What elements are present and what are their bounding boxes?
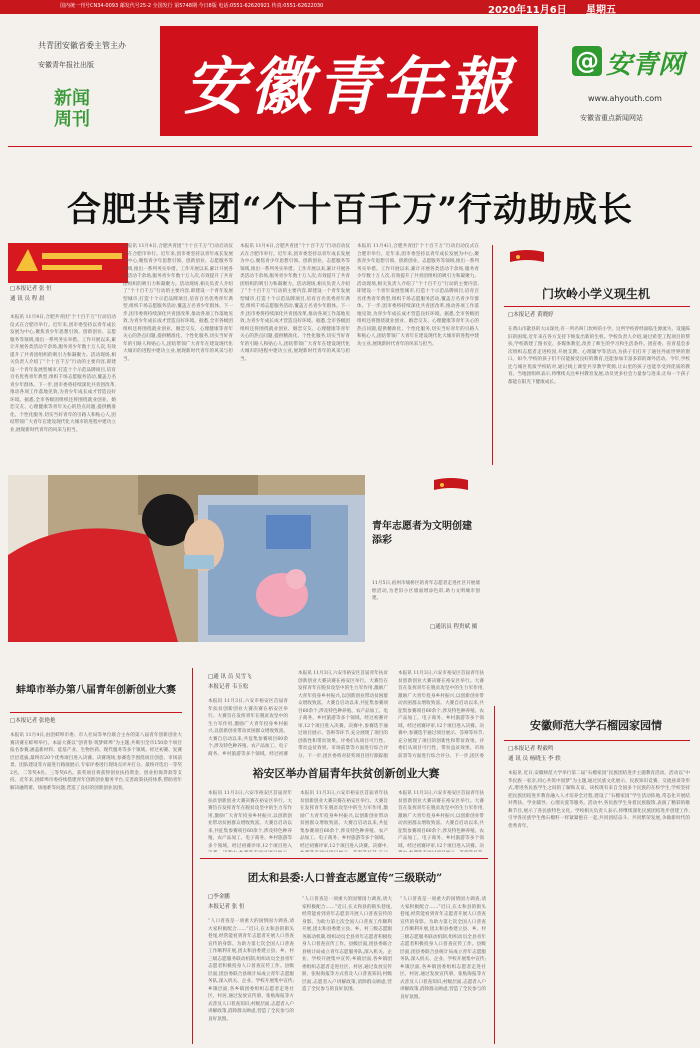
left-mid-byline: □本报记者 张艳艳 [10,718,56,724]
mid-title: 裕安区举办首届青年扶贫创新创业大赛 [252,767,440,780]
flag-icon [434,478,468,492]
bottom-mid-body-col1: “人口普查是一项重大的国情国力调查,请大家积极配合……”近日,在太和县的街头巷尾,经常能看到青年志愿者开展人口普查宣传的身影。为助力第七次全国人口普查工作顺利开展,团太和县委建立县、乡、村三级志愿服务联动机制,组织动员全县青年志愿者积极投身人口普查宣传工作。县级层面,团县委联合县统计局成立青年志愿服务队,深入机关、企业、学校开展集中宣传;乡镇层面,各乡镇团委组织志愿者走进社区、村居,通过发放宣传册、张贴海报等方式普及人口普查知识;村级层面,志愿者入户讲解政策,消除群众顾虑,营造了全民参与的良好氛围。 [208,919,294,1022]
right-bottom-divider [504,740,690,741]
site-note: 安徽省重点新闻网站 [580,114,643,122]
issue-weekday: 星期五 [586,5,616,16]
column-divider [494,706,495,1044]
issue-info: 国内统一刊号CN34-0093 邮发代号25-2 全国发行 第5748期 今日8版 电话:0551-62620921 传真:0551-62622030 [60,3,324,9]
lead-byline-2: 通 讯 员 程 晨 [10,296,45,302]
at-logo-icon: @ [572,46,602,76]
publisher-text: 安徽青年报社出版 [38,61,94,69]
lead-body-col3: 本报讯 11月4日,合肥共青团“个十百千万”行动启动仪式在合肥市举行。近年来,团市委坚持以青年成长发展为中心,聚焦青少年思想引领、创新创业、志愿服务等领域,推出一系列务实举措。工作开展以来,累计开展各类活动千余场,服务青少年数十万人次,有效提升了共青团组织的吸引力和凝聚力。活动现场,相关负责人介绍了“个十百千万”行动的主要内容,即建设一个青年发展型城市,打造十个示范品牌项目,培育百名优秀青年典型,组织千场志愿服务活动,覆盖万名青少年群体。下一步,团市委将持续深化共青团改革,推动各项工作落地见效,为青少年成长成才营造良好环境。据悉,全市各级团组织还将围绕就业创业、婚恋交友、心理健康等青年关心的热点问题,提供精准化、个性化服务,切实当好青年的引路人和贴心人,团结带领广大青年在建设现代化大城市的进程中建功立业,展现新时代青年的风采与担当。 [240,244,350,362]
mid-body-col3: 本报讯 11月3日,六安市裕安区首届青年扶贫创新创业大赛决赛在裕安区举行。大赛旨在发挥青年在脱贫攻坚中的生力军作用,激励广大青年投身乡村振兴,以创新创业带动贫困群众增收致富。大赛自启动以来,共征集参赛项目60余个,涉及特色种养殖、农产品加工、电子商务、乡村旅游等多个领域。经过初赛评审,12个项目进入决赛。决赛中,参赛选手通过项目展示、答辩等环节,充分展现了项目的创新性和带贫效果。评委们从项目可行性、带贫益贫效果、市场前景等方面进行综合评分。下一步,团区委 [398,671,484,759]
mid-body-col6: 本报讯 11月3日,六安市裕安区首届青年扶贫创新创业大赛决赛在裕安区举行。大赛旨在发挥青年在脱贫攻坚中的生力军作用,激励广大青年投身乡村振兴,以创新创业带动贫困群众增收致富。大赛自启动以来,共征集参赛项目60余个,涉及特色种养殖、农产品加工、电子商务、乡村旅游等多个领域。经过初赛评审,12个项目进入决赛。决 [398,791,484,849]
right-top-byline: □本报记者 黄晓婷 [508,312,554,318]
bottom-mid-body-col3: “人口普查是一项重大的国情国力调查,请大家积极配合……”近日,在太和县的街头巷尾,经常能看到青年志愿者开展人口普查宣传的身影。为助力第七次全国人口普查工作顺利开展,团太和县委建立县、乡、村三级志愿服务联动机制,组织动员全县青年志愿者积极投身人口普查宣传工作。县级层面,团县委联合县统计局成立青年志愿服务队,深入机关、企业、学校开展集中宣传;乡镇层面,各乡镇团委组织志愿者走进社区、村居,通过发放宣传册、张贴海报等方式普及人口普查知识;村级层面,志愿者入户讲解政策,消除群众顾虑,营造了全民参与的良好氛围。 [400,897,486,1000]
column-divider [192,668,193,1044]
mid-body-col4: 本报讯 11月3日,六安市裕安区首届青年扶贫创新创业大赛决赛在裕安区举行。大赛旨在发挥青年在脱贫攻坚中的生力军作用,激励广大青年投身乡村振兴,以创新创业带动贫困群众增收致富。大赛自启动以来,共征集参赛项目60余个,涉及特色种养殖、农产品加工、电子商务、乡村旅游等多个领域。经过初赛评审,12个项目进入 [208,791,292,849]
edition-label: 新闻周刊 [54,88,90,130]
lead-body-col1: 本报讯 11月4日,合肥共青团“个十百千万”行动启动仪式在合肥市举行。近年来,团市委坚持以青年成长发展为中心,聚焦青少年思想引领、创新创业、志愿服务等领域,推出一系列务实举措。工作开展以来,累计开展各类活动千余场,服务青少年数十万人次,有效提升了共青团组织的吸引力和凝聚力。活动现场,相关负责人介绍了“个十百千万”行动的主要内容,即建设一个青年发展型城市,打造十个示范品牌项目,培育百名优秀青年典型,组织千场志愿服务活动,覆盖万名青少年群体。下一步,团市委将持续深化共青团改革,推动各项工作落地见效,为青少年成长成才营造良好环境。据悉,全市各级团组织还将围绕就业创业、婚恋交友、心理健康等青年关心的热点问题,提供精准化、个性化服务,切实当好青年的引路人和贴心人,团结带领广大青年在建设现代化大城市的进程中建功立业,展现新时代青年的风采与担当。 [10,315,116,433]
left-mid-body: 本报讯 11月4日,由团蚌埠市委、市人社局等单位联合主办的第八届青年创新创业大赛决赛在蚌埠举行。本届大赛以“创青春·筑梦蚌埠”为主题,共吸引全市150余个项目报名参赛,涵盖新材料、硅基产业、生物医药、现代服务等多个领域。经过初赛、复赛层层选拔,最终有20个优秀项目进入决赛。决赛现场,参赛选手围绕项目创意、市场前景、团队建设等方面进行路演展示,专家评委进行现场点评并打分。最终评选出一等奖2名、二等奖4名、三等奖6名。获奖项目将获得创业扶持资金、创业担保贷款等支持。近年来,团蚌埠市委持续搭建青年创新创业服务平台,完善政策扶持体系,帮助青年解决融资难、场地难等问题,营造了良好的创新创业氛围。 [10,733,182,791]
mid-byline-1: □通 讯 员 吴雪飞 [208,674,252,680]
mid-body-col5: 本报讯 11月3日,六安市裕安区首届青年扶贫创新创业大赛决赛在裕安区举行。大赛旨在发挥青年在脱贫攻坚中的生力军作用,激励广大青年投身乡村振兴,以创新创业带动贫困群众增收致富。大赛自启动以来,共征集参赛项目60余个,涉及特色种养殖、农产品加工、电子商务、乡村旅游等多个领域。经过初赛评审,12个项目进入决赛。决赛中, [300,791,388,849]
left-mid-divider [10,712,182,713]
mid-byline-2: 本报记者 韦玉松 [208,684,249,690]
site-logo: 安青网 [606,50,685,80]
right-bottom-title: 安徽师范大学石榴园家园情 [530,719,662,732]
right-top-body: 在黄山市歙县的大山深处,有一所名叫门坎岭的小学。这所学校曾经面临生源流失、设施陈旧的困境,近年来在各方支持下焕发出新的生机。学校负责人介绍,通过希望工程项目的帮扶,学校新建了图书室、多媒体教室,改善了师生的学习和生活条件。团省委、省青基会多次组织志愿者走进校园,开展支教、心理辅导等活动,为孩子们打开了通往外面世界的窗口。如今,学校的孩子们不仅能接受良好的教育,还能参加丰富多彩的课外活动。今年,学校还与城区优质学校结对,通过线上课堂共享教学资源,让山里的孩子也能享受到优质的教育。当地团组织表示,将继续关注乡村教育发展,动员更多社会力量参与进来,让每一个孩子都能在阳光下健康成长。 [508,327,690,385]
right-bottom-byline-1: □本报记者 程毅鸣 [508,746,554,752]
right-top-title: 门坎岭小学义现生机 [541,287,650,301]
lead-body-col4: 本报讯 11月4日,合肥共青团“个十百千万”行动启动仪式在合肥市举行。近年来,团市委坚持以青年成长发展为中心,聚焦青少年思想引领、创新创业、志愿服务等领域,推出一系列务实举措。工作开展以来,累计开展各类活动千余场,服务青少年数十万人次,有效提升了共青团组织的吸引力和凝聚力。活动现场,相关负责人介绍了“个十百千万”行动的主要内容,即建设一个青年发展型城市,打造十个示范品牌项目,培育百名优秀青年典型,组织千场志愿服务活动,覆盖万名青少年群体。下一步,团市委将持续深化共青团改革,推动各项工作落地见效,为青少年成长成才营造良好环境。据悉,全市各级团组织还将围绕就业创业、婚恋交友、心理健康等青年关心的热点问题,提供精准化、个性化服务,切实当好青年的引路人和贴心人,团结带领广大青年在建设现代化大城市的进程中建功立业,展现新时代青年的风采与担当。 [357,244,479,347]
issue-date: 2020年11月6日 [488,5,567,16]
lead-byline-1: □本报记者 张 恒 [10,286,52,292]
mid-body-col1: 本报讯 11月3日,六安市裕安区首届青年扶贫创新创业大赛决赛在裕安区举行。大赛旨在发挥青年在脱贫攻坚中的生力军作用,激励广大青年投身乡村振兴,以创新创业带动贫困群众增收致富。大赛自启动以来,共征集参赛项目60余个,涉及特色种养殖、农产品加工、电子商务、乡村旅游等多个领域。经过初赛 [208,699,288,757]
column-divider [492,245,493,465]
right-bottom-byline-2: 通 讯 员 杨晓玉 李 轶 [508,756,561,762]
bottom-mid-body-col2: “人口普查是一项重大的国情国力调查,请大家积极配合……”近日,在太和县的街头巷尾,经常能看到青年志愿者开展人口普查宣传的身影。为助力第七次全国人口普查工作顺利开展,团太和县委建立县、乡、村三级志愿服务联动机制,组织动员全县青年志愿者积极投身人口普查宣传工作。县级层面,团县委联合县统计局成立青年志愿服务队,深入机关、企业、学校开展集中宣传;乡镇层面,各乡镇团委组织志愿者走进社区、村居,通过发放宣传册、张贴海报等方式普及人口普查知识;村级层面,志愿者入户讲解政策,消除群众顾虑,营造了全民参与的良好氛围。 [302,897,392,992]
photo-credit: □通讯员 程贵斌 摄 [430,624,478,630]
bottom-mid-byline-2: 本报记者 张 恒 [208,904,245,910]
mid-body-col2: 本报讯 11月3日,六安市裕安区首届青年扶贫创新创业大赛决赛在裕安区举行。大赛旨在发挥青年在脱贫攻坚中的生力军作用,激励广大青年投身乡村振兴,以创新创业带动贫困群众增收致富。大赛自启动以来,共征集参赛项目60余个,涉及特色种养殖、农产品加工、电子商务、乡村旅游等多个领域。经过初赛评审,12个项目进入决赛。决赛中,参赛选手通过项目展示、答辩等环节,充分展现了项目的创新性和带贫效果。评委们从项目可行性、带贫益贫效果、市场前景等方面进行综合评分。下一步,团区委将对获奖项目进行跟踪服 [298,671,388,759]
lead-body-col2: 本报讯 11月4日,合肥共青团“个十百千万”行动启动仪式在合肥市举行。近年来,团市委坚持以青年成长发展为中心,聚焦青少年思想引领、创新创业、志愿服务等领域,推出一系列务实举措。工作开展以来,累计开展各类活动千余场,服务青少年数十万人次,有效提升了共青团组织的吸引力和凝聚力。活动现场,相关负责人介绍了“个十百千万”行动的主要内容,即建设一个青年发展型城市,打造十个示范品牌项目,培育百名优秀青年典型,组织千场志愿服务活动,覆盖万名青少年群体。下一步,团市委将持续深化共青团改革,推动各项工作落地见效,为青少年成长成才营造良好环境。据悉,全市各级团组织还将围绕就业创业、婚恋交友、心理健康等青年关心的热点问题,提供精准化、个性化服务,切实当好青年的引路人和贴心人,团结带领广大青年在建设现代化大城市的进程中建功立业,展现新时代青年的风采与担当。 [123,244,233,362]
volunteer-photo [8,475,365,642]
right-top-divider [504,306,690,307]
photo-title: 青年志愿者为文明创建添彩 [372,521,472,546]
party-banner-icon [8,243,128,283]
masthead [160,26,538,136]
masthead-divider [8,146,692,147]
bottom-mid-byline-1: □李金鹏 [208,894,230,900]
bottom-mid-title: 团太和县委:人口普查志愿宣传“三级联动” [247,872,443,884]
masthead-title: 安徽青年報 [183,49,514,123]
photo-caption: 11月5日,宿州市埇桥区的青年志愿者走进社区开展墙绘活动,为老旧小区墙面增添色彩,助力文明城市创建。 [372,581,480,601]
mid-divider [200,858,488,859]
volunteer-painting-image [8,475,365,642]
sponsor-text: 共青团安徽省委主管主办 [38,41,126,50]
left-mid-title: 蚌埠市举办第八届青年创新创业大赛 [16,685,176,696]
right-bottom-body: 本报讯 近日,安徽师范大学举行第二届“石榴家园”民族团结进步主题教育活动。活动以“中华民族一家亲,同心共筑中国梦”为主题,通过民族文化展示、民族知识竞赛、交流座谈等形式,增进各民族学生之间的了解和友谊。该校现有来自全国多个民族的在校学生,学校坚持把民族团结进步教育融入人才培养全过程,建设了“石榴家园”学生活动阵地,常态化开展结对帮扶、学业辅导、心理关爱等服务。活动中,各民族学生身着民族服饰,表演了精彩的歌舞节目,展示了各民族特色文化。学校相关负责人表示,将继续深化民族团结进步创建工作,引导各民族学生像石榴籽一样紧紧抱在一起,共同团结奋斗、共同繁荣发展,争做新时代的优秀青年。 [508,771,690,829]
flag-icon [510,250,544,264]
lead-headline: 合肥共青团“个十百千万”行动助成长 [66,190,634,230]
site-url[interactable]: www.ahyouth.com [588,94,662,103]
